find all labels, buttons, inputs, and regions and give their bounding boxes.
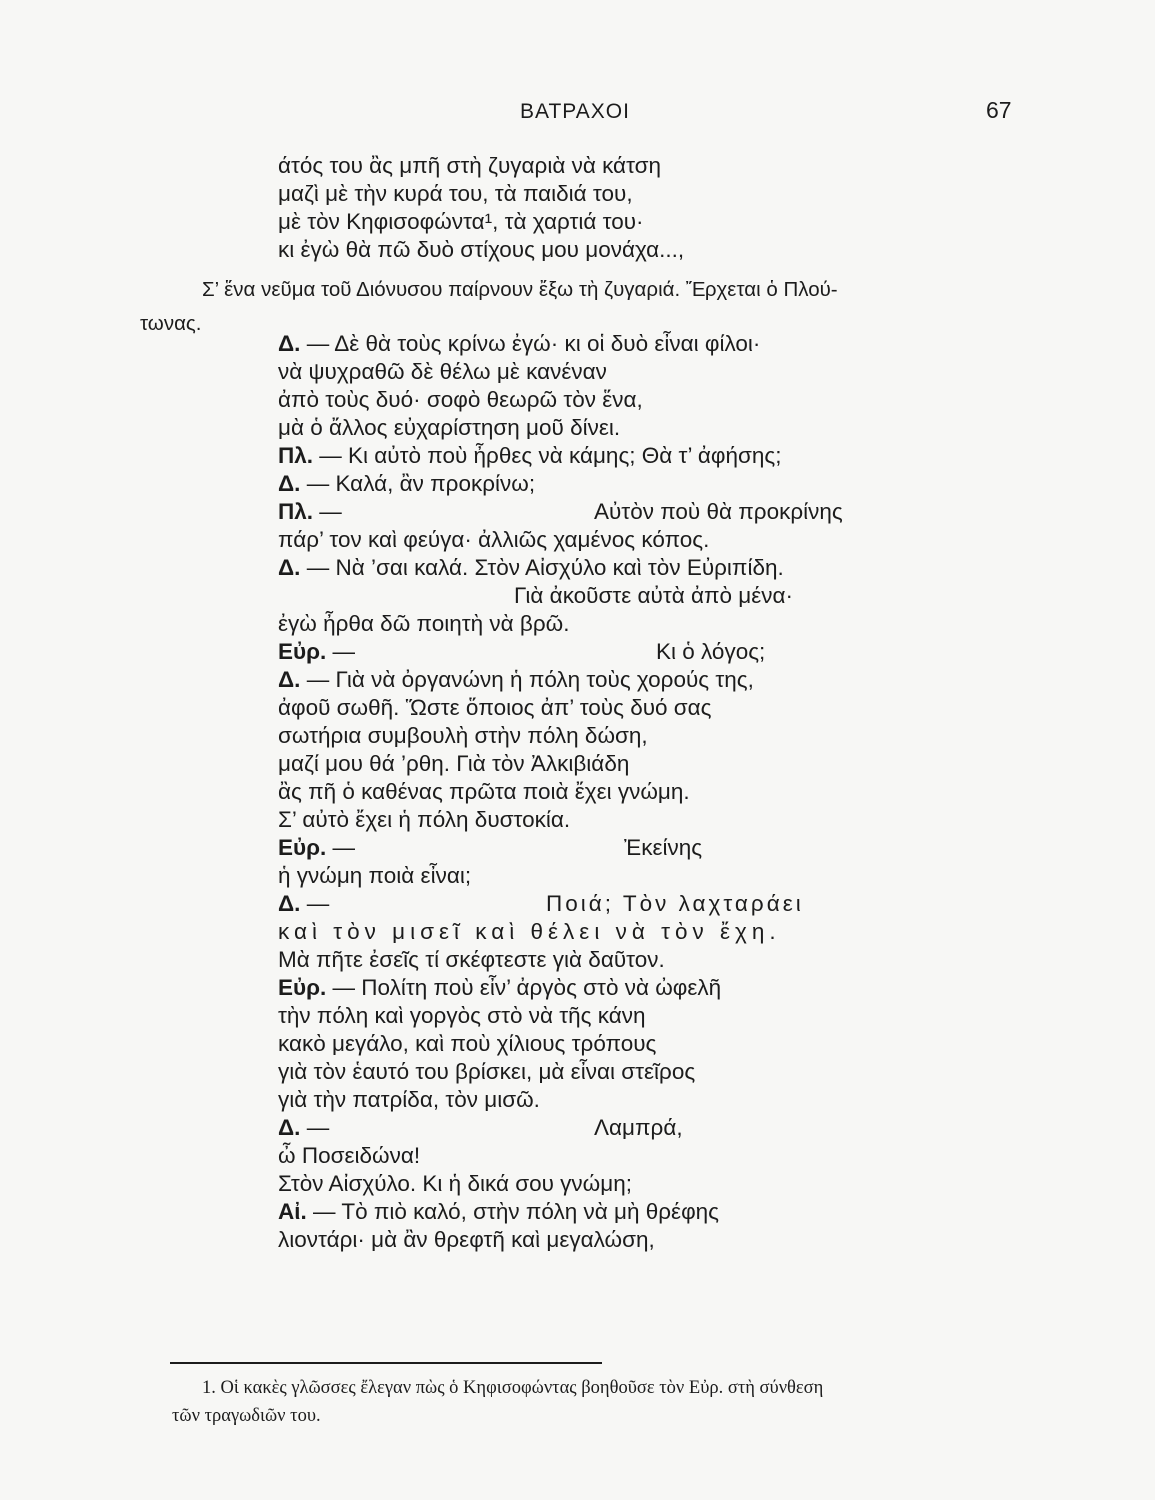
running-title: ΒΑΤΡΑΧΟΙ [520,100,630,123]
speaker-label: Δ. [278,471,301,496]
speaker-label: Δ. [278,555,301,580]
speaker-label: Πλ. [278,499,314,524]
page-number: 67 [986,97,1012,123]
verse-line: Πλ. — Αὐτὸν ποὺ θὰ προκρίνης [278,499,843,524]
speaker-label: Δ. [278,667,301,692]
verse-line: ἀπὸ τοὺς δυό· σοφὸ θεωρῶ τὸν ἕνα, [278,387,643,412]
footnote-line: 1. Οἱ κακὲς γλῶσσες ἔλεγαν πὼς ὁ Κηφισοφώντας βοηθοῦσε τὸν Εὐρ. στὴ σύνθεση [202,1378,824,1398]
verse-line: Μὰ πῆτε ἐσεῖς τί σκέφτεστε γιὰ δαῦτον. [278,947,665,972]
verse-line: Δ. — Ποιά; Τὸν λαχταράει [278,891,804,916]
verse-line: καὶ τὸν μισεῖ καὶ θέλει νὰ τὸν ἔχη. [278,919,781,944]
verse-line: ἀφοῦ σωθῆ. Ὥστε ὅποιος ἀπ’ τοὺς δυό σας [278,695,712,720]
speaker-label: Εὐρ. [278,639,327,664]
speaker-label: Δ. [278,891,301,916]
verse-line: Δ. — Λαμπρά, [278,1115,683,1140]
verse-line: λιοντάρι· μὰ ἂν θρεφτῆ καὶ μεγαλώση, [278,1227,655,1252]
verse-line: Σ’ αὐτὸ ἔχει ἡ πόλη δυστοκία. [278,807,571,832]
stage-direction-continued: τωνας. [140,312,202,335]
verse-line: γιὰ τὴν πατρίδα, τὸν μισῶ. [278,1087,540,1112]
stage-direction: Σ’ ἕνα νεῦμα τοῦ Διόνυσου παίρνουν ἔξω τὴ ζυγαριά. Ἔρχεται ὁ Πλού- [202,278,838,301]
verse-line: Δ. — Νὰ ’σαι καλά. Στὸν Αἰσχύλο καὶ τὸν Εὐριπίδη. [278,555,784,580]
footnote-divider [170,1362,602,1364]
verse-line: πάρ’ τον καὶ φεύγα· ἀλλιῶς χαμένος κόπος. [278,527,710,552]
verse-line: κι ἐγὼ θὰ πῶ δυὸ στίχους μου μονάχα..., [278,237,685,262]
verse-block [278,152,1038,1254]
verse-line: Πλ. — Κι αὐτὸ ποὺ ἦρθες νὰ κάμης; Θὰ τ’ ἀφήσης; [278,443,782,468]
verse-line: Δ. — Καλά, ἂν προκρίνω; [278,471,536,496]
footnote [172,1374,1012,1430]
verse-line: Αἰ. — Τὸ πιὸ καλό, στὴν πόλη νὰ μὴ θρέφης [278,1199,720,1224]
verse-line: μὰ ὁ ἄλλος εὐχαρίστηση μοῦ δίνει. [278,415,621,440]
verse-line: Δ. — Γιὰ νὰ ὀργανώνη ἡ πόλη τοὺς χορούς της, [278,667,754,692]
verse-line: Δ. — Δὲ θὰ τοὺς κρίνω ἐγώ· κι οἱ δυὸ εἶναι φίλοι· [278,331,761,356]
verse-line: σωτήρια συμβουλὴ στὴν πόλη δώση, [278,723,648,748]
verse-line: τὴν πόλη καὶ γοργὸς στὸ νὰ τῆς κάνη [278,1003,646,1028]
verse-line: ἡ γνώμη ποιὰ εἶναι; [278,863,472,888]
verse-line: ἐγὼ ἦρθα δῶ ποιητὴ νὰ βρῶ. [278,611,570,636]
speaker-label: Εὐρ. [278,975,327,1000]
verse-line: Εὐρ. — Πολίτη ποὺ εἶν’ ἀργὸς στὸ νὰ ὠφελῆ [278,975,722,1000]
speaker-label: Δ. [278,331,301,356]
verse-line: νὰ ψυχραθῶ δὲ θέλω μὲ κανέναν [278,359,607,384]
footnote-line: τῶν τραγωδιῶν του. [172,1406,321,1426]
verse-line: άτός του ἂς μπῆ στὴ ζυγαριὰ νὰ κάτση [278,153,662,178]
speaker-label: Πλ. [278,443,314,468]
verse-line: Εὐρ. — Ἐκείνης [278,835,703,860]
verse-line: μαζί μου θά ’ρθη. Γιὰ τὸν Ἀλκιβιάδη [278,751,630,776]
speaker-label: Εὐρ. [278,835,327,860]
verse-line: Γιὰ ἀκοῦστε αὐτὰ ἀπὸ μένα· [514,583,794,608]
verse-line: ἂς πῆ ὁ καθένας πρῶτα ποιὰ ἔχει γνώμη. [278,779,690,804]
verse-line: ὦ Ποσειδώνα! [278,1143,421,1168]
speaker-label: Δ. [278,1115,301,1140]
verse-line: μαζὶ μὲ τὴν κυρά του, τὰ παιδιά του, [278,181,633,206]
verse-line: γιὰ τὸν ἑαυτό του βρίσκει, μὰ εἶναι στεῖρος [278,1059,696,1084]
verse-line: Στὸν Αἰσχύλο. Κι ἡ δικά σου γνώμη; [278,1171,632,1196]
verse-line: Εὐρ. — Κι ὁ λόγος; [278,639,766,664]
speaker-label: Αἰ. [278,1199,307,1224]
verse-line: μὲ τὸν Κηφισοφώντα¹, τὰ χαρτιά του· [278,209,644,234]
verse-line: κακὸ μεγάλο, καὶ ποὺ χίλιους τρόπους [278,1031,657,1056]
